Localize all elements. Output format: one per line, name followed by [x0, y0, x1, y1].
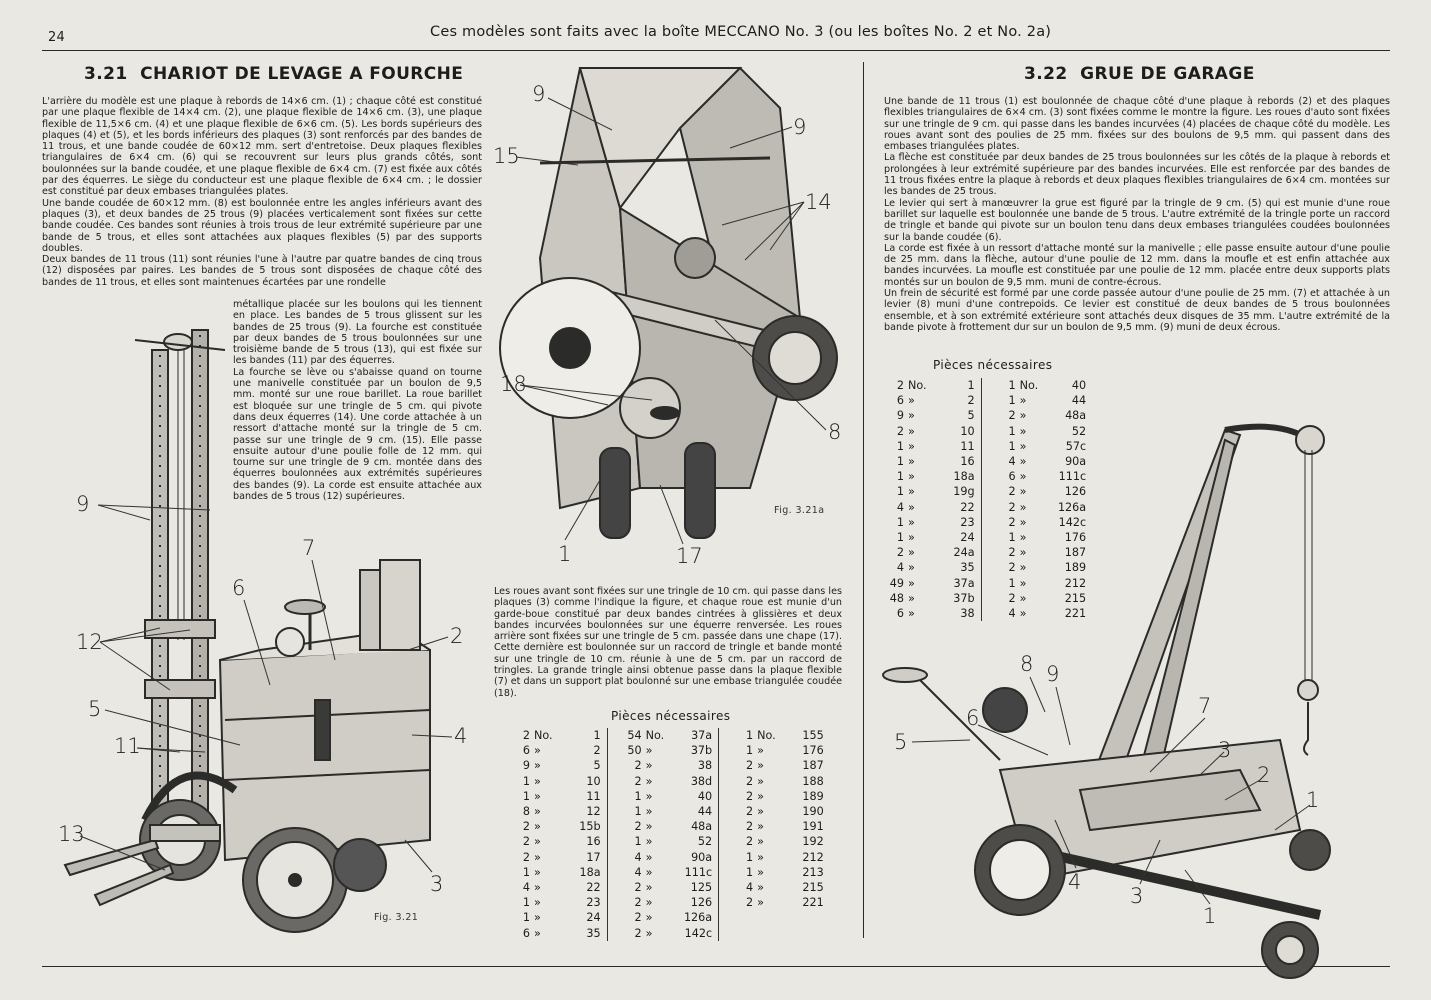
parts-number: 187	[1064, 546, 1087, 560]
middle-fig-caption: Fig. 3.21a	[774, 505, 825, 516]
parts-quantity: 2	[1008, 546, 1016, 560]
parts-quantity: 4	[746, 881, 754, 895]
parts-no-label: »	[908, 591, 915, 605]
parts-quantity: 1	[1008, 531, 1016, 545]
left-title: 3.21 CHARIOT DE LEVAGE A FOURCHE	[84, 64, 464, 84]
parts-number: 37b	[953, 591, 975, 605]
parts-quantity: 1	[634, 789, 642, 803]
parts-quantity: 4	[634, 865, 642, 879]
parts-number: 212	[1064, 576, 1087, 590]
parts-number: 16	[960, 455, 975, 469]
parts-no-label: »	[1019, 591, 1027, 605]
parts-quantity: 2	[746, 789, 754, 803]
parts-number: 190	[802, 805, 824, 819]
parts-no-label: »	[534, 911, 541, 925]
parts-number: 215	[802, 881, 824, 895]
parts-quantity: 1	[634, 835, 642, 849]
parts-number: 2	[967, 394, 975, 408]
parts-number: 40	[697, 789, 713, 803]
parts-number: 212	[802, 850, 824, 864]
left-paragraph-3-cont: métallique placée sur les boulons qui les tiennent en place. Les bandes de 5 trous glissent sur les bandes de 25 trous (9). La fourche est constituée par deux bandes de 5 trous boulonnées sur une troisième bande de 5 trous (13), qui est fixée sur les bandes (11) par des équerres.	[233, 299, 482, 367]
parts-quantity: 6	[896, 394, 904, 408]
callout-5-crane: 5	[894, 730, 908, 754]
parts-no-label: »	[1019, 439, 1027, 453]
parts-number: 215	[1064, 591, 1087, 605]
parts-number: 19g	[953, 485, 975, 499]
right-paragraph-4: La corde est fixée à un ressort d'attache monté sur la manivelle ; elle passe ensuite autour d'une poulie de 25 mm. dans la flèche, autour d'une poulie de 12 mm. dans la moufle et est enfin attachée aux bandes incurvées. La moufle est constituée par une poulie de 12 mm. placée entre deux supports plats montés sur un boulon de 9,5 mm. muni de contre-écrous.	[884, 242, 1390, 288]
parts-quantity: 2	[1008, 409, 1016, 423]
callout-4-crane: 4	[1068, 870, 1082, 894]
parts-quantity: 2	[746, 835, 754, 849]
parts-no-label: »	[645, 865, 653, 879]
parts-no-label: »	[1019, 470, 1027, 484]
parts-number: 38	[960, 607, 975, 621]
parts-quantity: 1	[896, 531, 904, 545]
parts-no-label: »	[645, 835, 653, 849]
parts-no-label: »	[757, 865, 765, 879]
parts-no-label: »	[534, 881, 541, 895]
callout-18-detail: 18	[500, 372, 527, 396]
parts-number: 155	[802, 729, 824, 742]
parts-quantity: 2	[634, 911, 642, 925]
callout-6-forklift: 6	[232, 576, 246, 600]
right-paragraph-3: Le levier qui sert à manœuvrer la grue est figuré par la tringle de 9 cm. (5) qui est munie d'une roue barillet sur laquelle est boulonnée une bande de 5 trous. L'autre extrémité de la tringle porte un raccord de tringle et bande qui pivote sur un boulon tenu dans deux embases triangulées coudées boulonnées sur la bande coudée (6).	[884, 197, 1390, 243]
parts-number: 52	[697, 835, 713, 849]
parts-no-label: »	[645, 911, 653, 925]
parts-quantity: 4	[522, 881, 530, 895]
parts-no-label: »	[534, 926, 541, 940]
parts-no-label: »	[757, 789, 765, 803]
parts-quantity: 49	[889, 576, 904, 590]
parts-no-label: »	[908, 561, 915, 575]
parts-quantity: 2	[522, 729, 530, 742]
parts-quantity: 2	[746, 896, 754, 910]
parts-number: 24	[960, 531, 975, 545]
parts-number: 126	[690, 896, 713, 910]
parts-no-label: »	[1019, 576, 1027, 590]
callout-1-detail: 1	[558, 542, 572, 566]
parts-number: 37a	[691, 729, 713, 742]
parts-number: 90a	[1065, 455, 1087, 469]
parts-quantity: 1	[522, 774, 530, 788]
parts-no-label: No.	[1019, 379, 1039, 392]
parts-no-label: »	[534, 774, 541, 788]
callout-7-crane: 7	[1198, 694, 1212, 718]
parts-quantity: 2	[634, 774, 642, 788]
callout-14-detail: 14	[805, 190, 832, 214]
parts-no-label: »	[908, 500, 915, 514]
parts-number: 5	[967, 409, 975, 423]
parts-no-label: »	[908, 546, 915, 560]
parts-quantity: 4	[896, 561, 904, 575]
parts-no-label: »	[645, 789, 653, 803]
parts-number: 187	[802, 759, 824, 773]
parts-quantity: 2	[522, 835, 530, 849]
parts-number: 16	[586, 835, 601, 849]
parts-no-label: »	[757, 774, 765, 788]
parts-no-label: »	[908, 576, 915, 590]
parts-number: 213	[802, 865, 824, 879]
callout-8-detail: 8	[828, 420, 842, 444]
parts-no-label: »	[645, 759, 653, 773]
running-header: Ces modèles sont faits avec la boîte MECCANO No. 3 (ou les boîtes No. 2 et No. 2a)	[430, 24, 1052, 40]
parts-quantity: 2	[746, 805, 754, 819]
callout-17-detail: 17	[676, 544, 703, 568]
parts-quantity: 4	[896, 500, 904, 514]
right-title: 3.22 GRUE DE GARAGE	[1024, 64, 1255, 84]
middle-paragraph: Les roues avant sont fixées sur une tringle de 10 cm. qui passe dans les plaques (3) comme l'indique la figure, et chaque roue est munie d'un garde-boue constitué par deux bandes cintrées à glissières et deux bandes incurvées boulonnées sur une équerre renversée. Les roues arrière sont fixées sur une tringle de 5 cm. passée dans une chape (17). Cette dernière est boulonnée sur un raccord de tringle et bande monté sur une tringle de 10 cm. réunie à une de 5 cm. par un raccord de tringles. La grande tringle ainsi obtenue passe dans la plaque flexible (7) et dans un support plat boulonné sur une embase triangulée coudée (18).	[494, 586, 842, 699]
parts-quantity: 2	[746, 774, 754, 788]
parts-quantity: 1	[746, 865, 754, 879]
callout-9-forklift: 9	[76, 492, 90, 516]
left-paragraph-2: Une bande coudée de 60×12 mm. (8) est boulonnée entre les angles inférieurs avant des plaques (3), et deux bandes de 25 trous (9) placées verticalement sont fixées sur cette bande coudée. Ces bandes sont réunies à trois trous de leur extrémité supérieure par une bande de 5 trous, et elles sont attachées aux plaques flexibles (5) par des supports doubles.	[42, 197, 482, 254]
parts-no-label: »	[1019, 515, 1027, 529]
parts-number: 126a	[683, 911, 713, 925]
parts-quantity: 2	[1008, 500, 1016, 514]
parts-number: 18a	[953, 470, 975, 484]
right-paragraph-2: La flèche est constituée par deux bandes de 25 trous boulonnées sur les côtés de la plaque à rebords et prolongées à leur extrémité supérieure par des bandes incurvées. Elle est renforcée par des bandes de 11 trous fixées entre la plaque à rebords et deux plaques flexibles triangulaires de 6×4 cm. montées sur les bandes de 25 trous.	[884, 152, 1390, 198]
callout-2-crane: 2	[1257, 763, 1271, 787]
parts-no-label: »	[908, 439, 915, 453]
parts-number: 11	[586, 789, 601, 803]
callout-1-crane-lower: 1	[1203, 904, 1217, 928]
parts-no-label: »	[645, 820, 653, 834]
callout-9-crane: 9	[1046, 662, 1060, 686]
parts-no-label: »	[757, 881, 765, 895]
parts-quantity: 1	[634, 805, 642, 819]
parts-no-label: »	[534, 865, 541, 879]
parts-no-label: »	[908, 455, 915, 469]
parts-quantity: 1	[1008, 394, 1016, 408]
parts-number: 23	[586, 896, 601, 910]
parts-number: 12	[586, 805, 601, 819]
parts-number: 2	[593, 744, 601, 758]
parts-number: 22	[960, 500, 975, 514]
parts-quantity: 1	[896, 455, 904, 469]
parts-number: 90a	[691, 850, 713, 864]
callout-8-crane: 8	[1020, 652, 1034, 676]
parts-number: 18a	[579, 865, 601, 879]
parts-quantity: 2	[522, 850, 530, 864]
left-fig-caption: Fig. 3.21	[374, 912, 419, 923]
parts-quantity: 6	[522, 744, 530, 758]
parts-no-label: »	[534, 759, 541, 773]
parts-quantity: 2	[1008, 561, 1016, 575]
parts-number: 10	[960, 424, 975, 438]
parts-quantity: 1	[1008, 576, 1016, 590]
right-parts-heading: Pièces nécessaires	[933, 358, 1053, 372]
parts-no-label: »	[645, 774, 653, 788]
parts-no-label: »	[757, 805, 765, 819]
parts-no-label: »	[908, 470, 915, 484]
parts-quantity: 6	[896, 607, 904, 621]
parts-quantity: 2	[634, 820, 642, 834]
callout-9-detail-right: 9	[793, 115, 807, 139]
parts-quantity: 1	[1008, 424, 1016, 438]
left-paragraph-1: L'arrière du modèle est une plaque à rebords de 14×6 cm. (1) ; chaque côté est constitué par une plaque flexible de 14×4 cm. (2), une plaque flexible de 14×6 cm. (3), une plaque flexible de 11,5×6 cm. (4) et une plaque flexible de 6×6 cm. (5). Les bords supérieurs des plaques (4) et (5), et les bords inférieurs des plaques (3) sont renforcés par des bandes de 11 trous, et une bande coudée de 60×12 mm. sert d'entretoise. Deux plaques flexibles triangulaires de 6×4 cm. (6) qui se recouvrent sur leurs plus grands côtés, sont boulonnées sur la bande coudée, et une plaque flexible de 6×4 cm. (7) est fixée aux côtés par des équerres. Le siège du conducteur est une plaque flexible de 6×4 cm. ; le dossier est constitué par deux embases triangulées plates.	[42, 96, 482, 198]
parts-no-label: »	[757, 744, 765, 758]
right-paragraph-1: Une bande de 11 trous (1) est boulonnée de chaque côté d'une plaque à rebords (2) et des plaques flexibles triangulaires de 6×4 cm. (3) sont fixées comme le montre la figure. Les roues d'auto sont fixées sur une tringle de 9 cm. qui passe dans les bandes incurvées (4) placées de chaque côté du modèle. Les roues avant sont des poulies de 25 mm. fixées sur des boulons de 9,5 mm. qui passent dans des embases triangulées plates.	[884, 96, 1390, 153]
parts-number: 125	[690, 881, 713, 895]
parts-no-label: »	[534, 820, 541, 834]
parts-quantity: 2	[522, 820, 530, 834]
parts-no-label: »	[1019, 607, 1027, 621]
parts-quantity: 2	[896, 546, 904, 560]
parts-quantity: 2	[1008, 591, 1016, 605]
parts-number: 22	[586, 881, 601, 895]
parts-number: 1	[593, 729, 601, 742]
parts-quantity: 1	[746, 744, 754, 758]
parts-quantity: 1	[896, 515, 904, 529]
parts-number: 48a	[1065, 409, 1087, 423]
parts-no-label: »	[1019, 531, 1027, 545]
parts-number: 57c	[1065, 439, 1087, 453]
parts-number: 188	[802, 774, 824, 788]
parts-quantity: 2	[746, 759, 754, 773]
parts-number: 176	[1064, 531, 1087, 545]
parts-number: 221	[802, 896, 824, 910]
callout-7-forklift: 7	[302, 536, 316, 560]
parts-no-label: »	[908, 515, 915, 529]
parts-quantity: 50	[627, 744, 642, 758]
parts-quantity: 1	[522, 865, 530, 879]
callout-3-crane-upper: 3	[1218, 738, 1232, 762]
parts-number: 189	[802, 789, 824, 803]
parts-no-label: »	[757, 835, 765, 849]
callout-15-detail: 15	[493, 144, 520, 168]
parts-number: 191	[802, 820, 824, 834]
callout-6-crane: 6	[966, 706, 980, 730]
parts-quantity: 1	[522, 896, 530, 910]
parts-number: 126	[1064, 485, 1087, 499]
callout-12-forklift: 12	[76, 630, 103, 654]
parts-quantity: 2	[634, 881, 642, 895]
left-paragraph-3: Deux bandes de 11 trous (11) sont réunies l'une à l'autre par quatre bandes de cinq trous (12) disposées par paires. Les bandes de 5 trous sont disposées de chaque côté des bandes de 11 trous, et elles sont maintenues écartées par une rondelle	[42, 254, 482, 288]
parts-quantity: 2	[896, 379, 904, 392]
parts-no-label: »	[534, 789, 541, 803]
parts-quantity: 1	[522, 789, 530, 803]
parts-number: 44	[697, 805, 713, 819]
parts-quantity: 2	[634, 926, 642, 940]
callout-4-forklift: 4	[454, 724, 468, 748]
parts-number: 142c	[1058, 515, 1087, 529]
parts-number: 11	[960, 439, 975, 453]
page-number: 24	[48, 30, 65, 45]
parts-no-label: »	[757, 896, 765, 910]
parts-no-label: »	[645, 744, 653, 758]
parts-quantity: 1	[896, 470, 904, 484]
callout-3-forklift: 3	[430, 872, 444, 896]
parts-number: 111c	[1058, 470, 1087, 484]
parts-number: 24a	[953, 546, 975, 560]
parts-no-label: »	[1019, 500, 1027, 514]
parts-number: 126a	[1057, 500, 1087, 514]
right-paragraph-5: Un frein de sécurité est formé par une corde passée autour d'une poulie de 25 mm. (7) et attachée à un levier (8) muni d'une contrepoids. Ce levier est constitué de deux bandes de 5 trous boulonnées ensemble, et à son extrémité extérieure sont attachés deux disques de 35 mm. L'autre extrémité de la bande pivote à frottement dur sur un boulon de 9,5 mm. (9) muni de deux écrous.	[884, 288, 1390, 333]
parts-no-label: »	[1019, 424, 1027, 438]
parts-quantity: 2	[1008, 515, 1016, 529]
left-paragraph-4: La fourche se lève ou s'abaisse quand on tourne une manivelle constituée par un boulon de 9,5 mm. monté sur une roue barillet. La roue barillet est bloquée sur une tringle de 5 cm. qui pivote dans deux équerres (14). Une corde attachée à un ressort d'attache monté sur la tringle de 5 cm. passe sur une tringle de 9 cm. (15). Elle passe ensuite autour d'une poulie folle de 12 mm. qui tourne sur une tringle de 9 cm. montée dans des équerres boulonnées aux extrémités supérieures des bandes (9). La corde est ensuite attachée aux bandes de 5 trous (12) supérieures.	[233, 366, 482, 503]
parts-quantity: 1	[746, 850, 754, 864]
parts-quantity: 4	[1008, 607, 1016, 621]
parts-number: 176	[802, 744, 824, 758]
parts-number: 38d	[690, 774, 713, 788]
callout-11-forklift: 11	[114, 734, 141, 758]
parts-no-label: No.	[645, 729, 665, 742]
parts-no-label: »	[1019, 409, 1027, 423]
callout-5-forklift: 5	[88, 697, 102, 721]
parts-quantity: 1	[522, 911, 530, 925]
parts-no-label: No.	[534, 729, 553, 742]
parts-number: 38	[697, 759, 713, 773]
parts-number: 221	[1064, 607, 1087, 621]
parts-no-label: »	[757, 820, 765, 834]
parts-number: 37a	[953, 576, 975, 590]
parts-no-label: »	[645, 850, 653, 864]
parts-quantity: 4	[1008, 455, 1016, 469]
parts-no-label: »	[645, 881, 653, 895]
parts-quantity: 1	[746, 729, 754, 742]
parts-number: 52	[1071, 424, 1087, 438]
parts-quantity: 6	[1008, 470, 1016, 484]
parts-number: 35	[960, 561, 975, 575]
parts-no-label: No.	[908, 379, 927, 392]
parts-no-label: »	[534, 744, 541, 758]
parts-number: 1	[967, 379, 975, 392]
parts-quantity: 2	[634, 759, 642, 773]
callout-1-crane-upper: 1	[1306, 788, 1320, 812]
parts-quantity: 48	[889, 591, 904, 605]
middle-parts-heading: Pièces nécessaires	[611, 709, 731, 723]
parts-quantity: 2	[1008, 485, 1016, 499]
parts-number: 142c	[684, 926, 713, 940]
parts-no-label: »	[908, 424, 915, 438]
parts-no-label: »	[908, 485, 915, 499]
parts-no-label: »	[645, 805, 653, 819]
parts-number: 44	[1071, 394, 1087, 408]
parts-no-label: »	[534, 850, 541, 864]
parts-no-label: »	[908, 531, 915, 545]
parts-number: 15b	[579, 820, 601, 834]
callout-3-crane-lower: 3	[1130, 884, 1144, 908]
parts-number: 35	[586, 926, 601, 940]
parts-number: 24	[586, 911, 601, 925]
parts-quantity: 54	[627, 729, 642, 742]
parts-no-label: »	[1019, 485, 1027, 499]
parts-number: 23	[960, 515, 975, 529]
parts-number: 10	[586, 774, 601, 788]
parts-no-label: »	[1019, 455, 1027, 469]
parts-quantity: 1	[896, 439, 904, 453]
parts-number: 111c	[684, 865, 713, 879]
parts-quantity: 2	[746, 820, 754, 834]
parts-no-label: »	[645, 926, 653, 940]
parts-number: 37b	[690, 744, 713, 758]
parts-quantity: 1	[1008, 379, 1016, 392]
callout-2-forklift: 2	[450, 624, 464, 648]
parts-quantity: 1	[896, 485, 904, 499]
parts-no-label: »	[534, 805, 541, 819]
parts-quantity: 8	[522, 805, 530, 819]
parts-no-label: »	[1019, 561, 1027, 575]
parts-no-label: »	[534, 835, 541, 849]
parts-no-label: No.	[757, 729, 776, 742]
parts-no-label: »	[757, 759, 765, 773]
parts-quantity: 9	[522, 759, 530, 773]
parts-number: 48a	[691, 820, 713, 834]
parts-quantity: 2	[896, 424, 904, 438]
parts-quantity: 4	[634, 850, 642, 864]
parts-number: 17	[586, 850, 601, 864]
parts-no-label: »	[1019, 546, 1027, 560]
callout-9-detail-left: 9	[532, 82, 546, 106]
parts-quantity: 2	[634, 896, 642, 910]
parts-no-label: »	[534, 896, 541, 910]
parts-number: 40	[1071, 379, 1087, 392]
parts-quantity: 1	[1008, 439, 1016, 453]
parts-quantity: 6	[522, 926, 530, 940]
parts-quantity: 9	[896, 409, 904, 423]
parts-no-label: »	[908, 394, 915, 408]
parts-number: 192	[802, 835, 824, 849]
parts-no-label: »	[1019, 394, 1027, 408]
parts-no-label: »	[908, 607, 915, 621]
parts-no-label: »	[908, 409, 915, 423]
parts-no-label: »	[757, 850, 765, 864]
parts-no-label: »	[645, 896, 653, 910]
parts-number: 189	[1064, 561, 1087, 575]
parts-number: 5	[593, 759, 601, 773]
callout-13-forklift: 13	[58, 822, 85, 846]
